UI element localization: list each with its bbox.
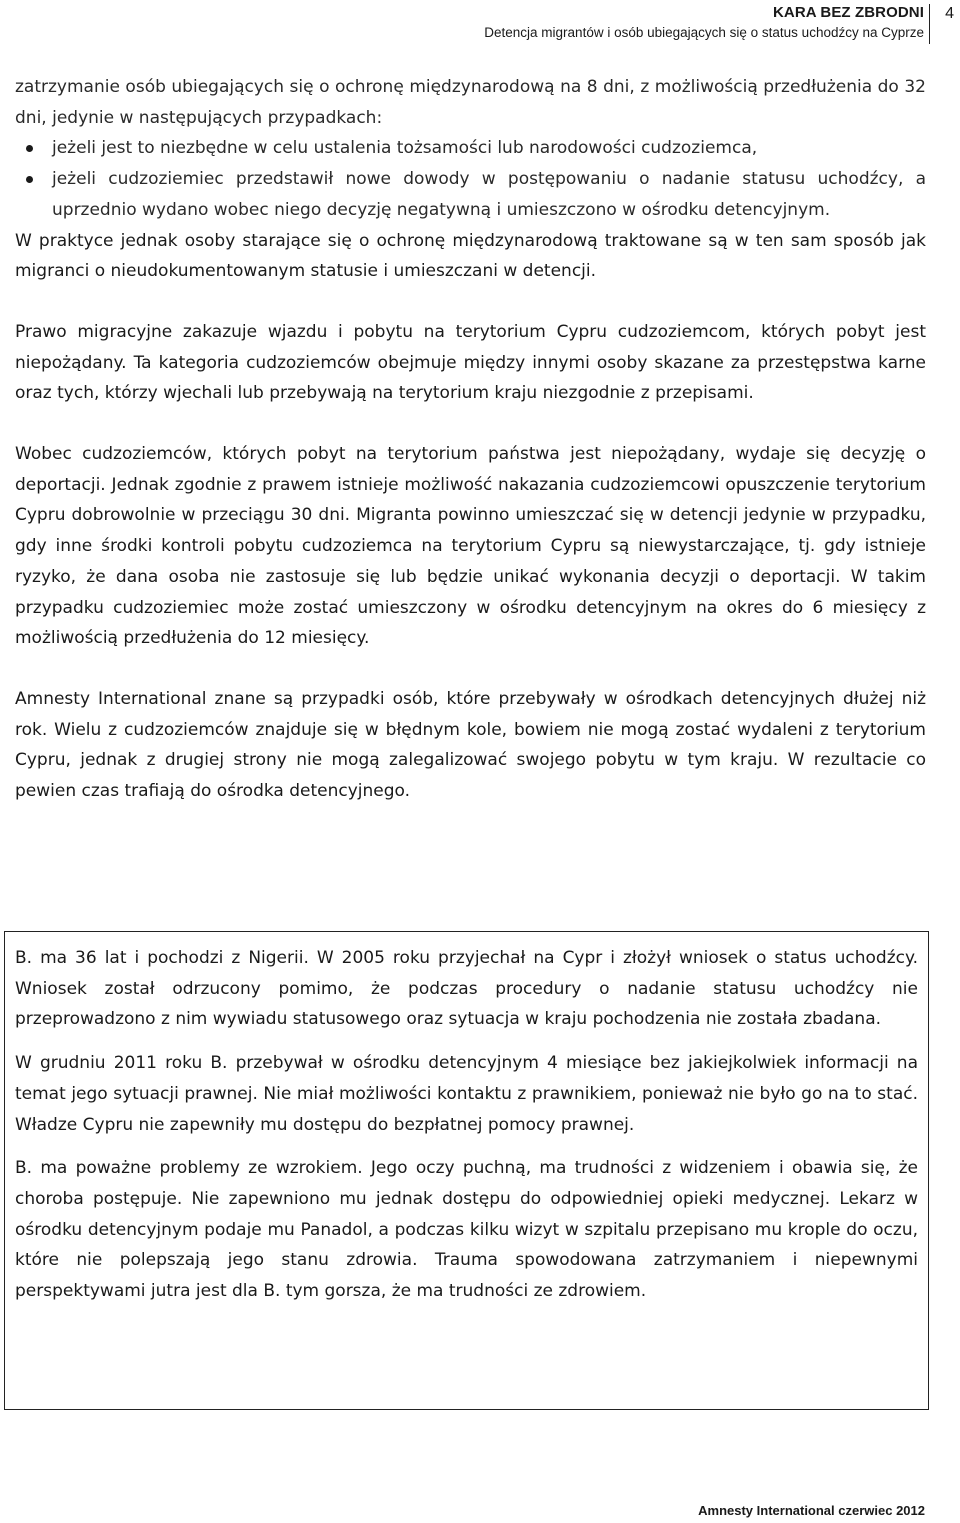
body-paragraph: Prawo migracyjne zakazuje wjazdu i pobytu na terytorium Cypru cudzoziemcom, których pobyt jest niepożądany. Ta kategoria cudzoziemców obejmuje między innymi osoby skazane za przestępstwa karne oraz tych, którzy wjechali lub przebywają na terytorium kraju niezgodnie z przepisami. [15, 321, 926, 404]
intro-paragraph: zatrzymanie osób ubiegających się o ochronę międzynarodową na 8 dni, z możliwością przedłużenia do 32 dni, jedynie w następujących przypadkach: [15, 77, 926, 128]
bullet-icon [26, 145, 33, 152]
case-paragraph: B. ma 36 lat i pochodzi z Nigerii. W 2005 roku przyjechał na Cypr i złożył wniosek o status uchodźcy. Wniosek został odrzucony pomimo, że podczas procedury o nadanie statusu uchodźcy nie przeprowadzono z nim wywiadu statusowego oraz sytuacja w kraju pochodzenia nie została zbadana. [15, 948, 918, 1030]
body-paragraph: Amnesty International znane są przypadki osób, które przebywały w ośrodkach detencyjnych dłużej niż rok. Wielu z cudzoziemców znajduje się w błędnym kole, bowiem nie mogą zostać wydaleni z terytorium Cypru, jednak z drugiej strony nie mogą zalegalizować swojego pobytu w tym kraju. W rezultacie co pewien czas trafiają do ośrodka detencyjnego. [15, 688, 926, 802]
report-subtitle: Detencja migrantów i osób ubiegających się o status uchodźcy na Cyprze [484, 24, 924, 40]
main-content [15, 72, 926, 807]
list-item-text: jeżeli jest to niezbędne w celu ustalenia tożsamości lub narodowości cudzoziemca, [52, 138, 758, 159]
page-header [484, 4, 924, 42]
page-number: 4 [945, 5, 954, 22]
page-footer: Amnesty International czerwiec 2012 [698, 1503, 925, 1518]
bullet-icon [26, 176, 33, 183]
body-paragraph: W praktyce jednak osoby starające się o ochronę międzynarodową traktowane są w ten sam sposób jak migranci o nieudokumentowanym statusie i umieszczani w detencji. [15, 230, 926, 282]
conditions-list [15, 133, 926, 225]
list-item [15, 164, 926, 225]
case-paragraph: B. ma poważne problemy ze wzrokiem. Jego oczy puchną, ma trudności z widzeniem i obawia się, że choroba postępuje. Nie zapewniono mu jednak dostępu do odpowiedniej opieki medycznej. Lekarz w ośrodku detencyjnym podaje mu Panadol, a podczas kilku wizyt w szpitalu przepisano mu krople do oczu, które nie polepszają jego stanu zdrowia. Trauma spowodowana zatrzymaniem i niepewnymi perspektywami jutra jest dla B. tym gorsza, że ma trudności ze zdrowiem. [15, 1158, 918, 1302]
header-divider [929, 4, 930, 44]
list-item-text: jeżeli cudzoziemiec przedstawił nowe dowody w postępowaniu o nadanie statusu uchodźcy, a uprzednio wydano wobec niego decyzję negatywną i umieszczono w ośrodku detencyjnym. [52, 169, 926, 220]
case-study-box [4, 931, 929, 1410]
report-title: KARA BEZ ZBRODNI [772, 4, 924, 21]
list-item [15, 133, 926, 164]
body-paragraph: Wobec cudzoziemców, których pobyt na terytorium państwa jest niepożądany, wydaje się decyzję o deportacji. Jednak zgodnie z prawem istnieje możliwość nakazania cudzoziemcowi opuszczenie terytorium Cypru dobrowolnie w przeciągu 30 dni. Migranta powinno umieszczać się w detencji jedynie w przypadku, gdy inne środki kontroli pobytu cudzoziemca na terytorium Cypru są niewystarczające, tj. gdy istnieje ryzyko, że dana osoba nie zastosuje się lub będzie unikać wykonania decyzji o deportacji. W takim przypadku cudzoziemiec może zostać umieszczony w ośrodku detencyjnym na okres do 6 miesięcy z możliwością przedłużenia do 12 miesięcy. [15, 444, 926, 649]
case-paragraph: W grudniu 2011 roku B. przebywał w ośrodku detencyjnym 4 miesiące bez jakiejkolwiek informacji na temat jego sytuacji prawnej. Nie miał możliwości kontaktu z prawnikiem, ponieważ nie było go na to stać. Władze Cypru nie zapewniły mu dostępu do bezpłatnej pomocy prawnej. [15, 1053, 918, 1135]
